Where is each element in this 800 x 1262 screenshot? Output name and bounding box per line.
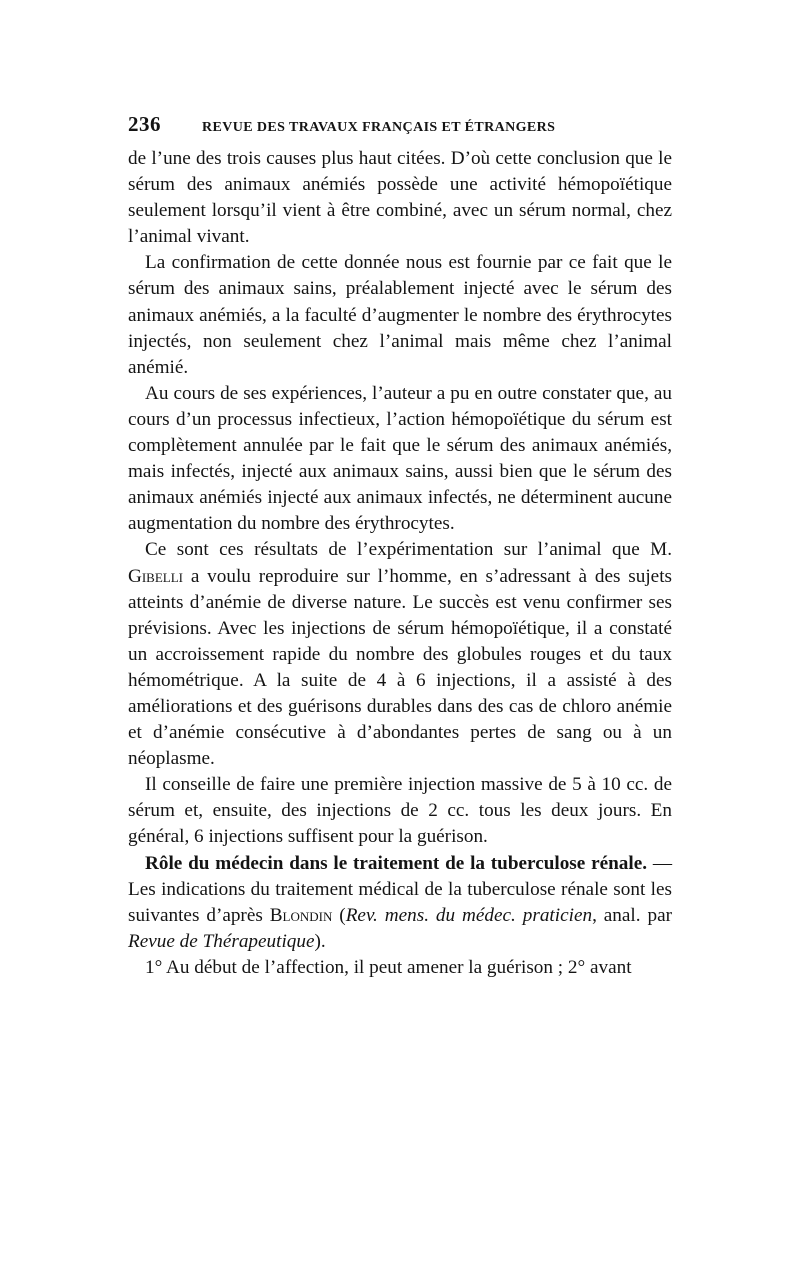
paragraph-text: — Les indications du traitement médical de la tuberculose rénale sont les suivantes d’après: [128, 852, 673, 926]
paragraph-list-start: 1° Au début de l’affection, il peut amener la guérison ; 2° avant: [145, 956, 632, 978]
source-title: Revue de Thérapeutique: [128, 930, 315, 952]
source-title: Rev. mens. du médec. praticien: [345, 904, 593, 926]
page-header: [128, 112, 672, 142]
paragraph-text: ).: [314, 930, 326, 952]
author-name: Blondin: [269, 904, 333, 926]
paragraph-confirmation: La confirmation de cette donnée nous est fournie par ce fait que le sérum des animaux sains, préalablement injecté avec le sérum des animaux anémiés, a la faculté d’augmenter le nombre des érythrocytes injectés, non seulement chez l’animal mais même chez l’animal anémié.: [128, 252, 672, 378]
paragraph-dosage: Il conseille de faire une première injection massive de 5 à 10 cc. de sérum et, ensuite, des injections de 2 cc. tous les deux jours. En général, 6 injections suffisent pour la guérison.: [128, 774, 672, 848]
paragraph-tuberculose: [128, 851, 672, 955]
paragraph-text: Ce sont ces résultats de l’expérimentation sur l’animal que M.: [145, 539, 672, 561]
paragraph-continuation: de l’une des trois causes plus haut citées. D’où cette conclusion que le sérum des animaux anémiés possède une activité hémopoïétique seulement lorsqu’il vient à être combiné, avec un sérum normal, chez l’animal vivant.: [128, 148, 672, 248]
page-number: 236: [128, 112, 161, 136]
paragraph-experiences: Au cours de ses expériences, l’auteur a pu en outre constater que, au cours d’un processus infectieux, l’action hémopoïétique du sérum est complètement annulée par le fait que le sérum des animaux anémiés, mais infectés, injecté aux animaux sains, aussi bien que le sérum des animaux anémiés injecté aux animaux infectés, ne déterminent aucune augmentation du nombre des érythrocytes.: [128, 382, 672, 535]
paragraph-text: , anal. par: [592, 904, 672, 926]
document-page: [128, 112, 672, 981]
author-name: Gibelli: [128, 565, 184, 587]
paragraph-text: (: [332, 904, 346, 926]
paragraph-gibelli: [128, 537, 672, 772]
section-heading: Rôle du médecin dans le traitement de la tuberculose rénale.: [145, 852, 648, 874]
document-body: [128, 146, 672, 981]
paragraph-text: a voulu reproduire sur l’homme, en s’adressant à des sujets atteints d’anémie de diverse nature. Le succès est venu confirmer ses prévisions. Avec les injections de sérum hémopoïétique, il a constaté un accroissement rapide du nombre des globules rouges et du taux hémométrique. A la suite de 4 à 6 injections, il a assisté à des améliorations et des guérisons durables dans des cas de chloro anémie et d’anémie consécutive à d’abondantes pertes de sang ou à un néoplasme.: [128, 565, 672, 770]
running-title: REVUE DES TRAVAUX FRANÇAIS ET ÉTRANGERS: [202, 120, 556, 135]
